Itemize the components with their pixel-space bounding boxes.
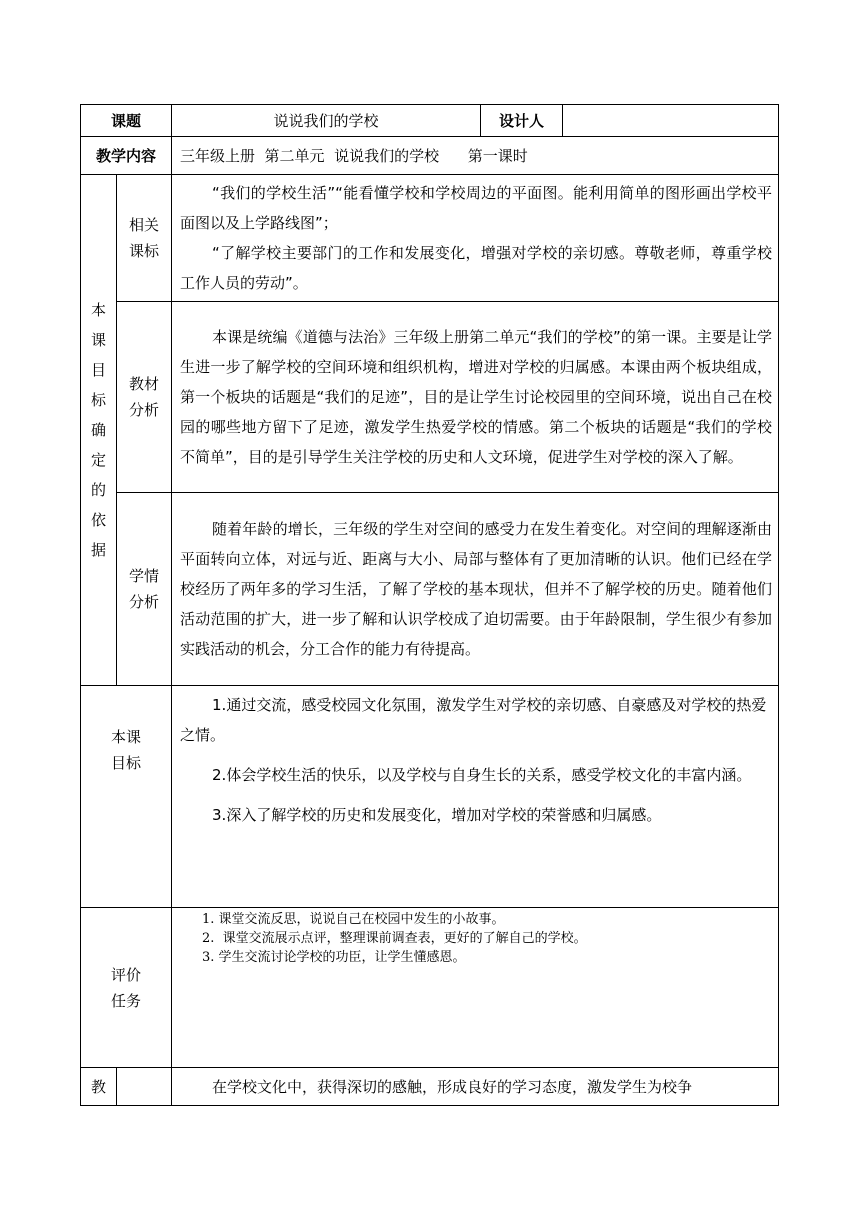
evaluation-content xyxy=(172,908,779,1068)
basis-label-char: 据 xyxy=(90,541,106,559)
objective-item: 1.通过交流，感受校园文化氛围，激发学生对学校的亲切感、自豪感及对学校的热爱之情。 xyxy=(180,696,767,744)
evaluation-label xyxy=(81,908,172,1068)
teaching-paragraph: 在学校文化中，获得深切的感触，形成良好的学习态度，激发学生为校争 xyxy=(212,1077,693,1096)
standards-paragraph: “我们的学校生活”“能看懂学校和学校周边的平面图。能利用简单的图形画出学校平面图以及上学路线图”； xyxy=(180,184,773,232)
lesson-plan-table xyxy=(80,104,779,1106)
standards-paragraph: “了解学校主要部门的工作和发展变化，增强对学校的亲切感。尊敬老师，尊重学校工作人员的劳动”。 xyxy=(180,244,773,292)
evaluation-item: 3. 学生交流讨论学校的功臣，让学生懂感恩。 xyxy=(202,950,466,965)
objectives-content xyxy=(172,686,779,908)
evaluation-row xyxy=(81,908,779,1068)
topic-label: 课题 xyxy=(81,105,172,137)
evaluation-label-line: 任务 xyxy=(111,991,142,1010)
basis-label-char: 标 xyxy=(90,391,106,409)
basis-label-char: 的 xyxy=(90,481,106,499)
evaluation-item: 1. 课堂交流反思，说说自己在校园中发生的小故事。 xyxy=(202,912,505,927)
objective-item: 2.体会学校生活的快乐，以及学校与自身生长的关系，感受学校文化的丰富内涵。 xyxy=(212,766,752,784)
basis-label-char: 定 xyxy=(90,451,106,469)
textbook-content xyxy=(172,302,779,493)
basis-label-char: 依 xyxy=(90,511,106,529)
standards-label xyxy=(117,175,172,302)
teaching-label: 教 xyxy=(81,1068,117,1106)
evaluation-item: 2. 课堂交流展示点评，整理课前调查表，更好的了解自己的学校。 xyxy=(202,931,587,946)
textbook-label-line: 教材 xyxy=(129,375,160,393)
basis-vertical-label xyxy=(81,175,117,686)
learners-paragraph: 随着年龄的增长，三年级的学生对空间的感受力在发生着变化。对空间的理解逐渐由平面转向立体，对远与近、距离与大小、局部与整体有了更加清晰的认识。他们已经在学校经历了两年多的学习生活，了解了学校的基本现状，但并不了解学校的历史。随着他们活动范围的扩大，进一步了解和认识学校成了迫切需要。由于年龄限制，学生很少有参加实践活动的机会，分工合作的能力有待提高。 xyxy=(180,520,773,658)
basis-row-learners xyxy=(81,493,779,686)
learners-label xyxy=(117,493,172,686)
basis-label-char: 目 xyxy=(90,361,106,379)
objectives-label-line: 目标 xyxy=(111,754,142,772)
topic-value: 说说我们的学校 xyxy=(172,105,481,137)
standards-label-line: 相关 xyxy=(129,216,160,234)
objective-item: 3.深入了解学校的历史和发展变化，增加对学校的荣誉感和归属感。 xyxy=(212,806,662,824)
objectives-label-line: 本课 xyxy=(111,728,142,746)
evaluation-label-line: 评价 xyxy=(111,965,142,984)
textbook-label-line: 分析 xyxy=(129,401,160,419)
basis-label-char: 课 xyxy=(90,331,106,349)
teaching-row xyxy=(81,1068,779,1106)
teaching-sub-label xyxy=(117,1068,172,1106)
textbook-label xyxy=(117,302,172,493)
topic-row xyxy=(81,105,779,137)
basis-label-char: 确 xyxy=(90,421,106,439)
teaching-content xyxy=(172,1068,779,1106)
basis-row-standards xyxy=(81,175,779,302)
designer-label: 设计人 xyxy=(481,105,563,137)
learners-content xyxy=(172,493,779,686)
basis-row-textbook xyxy=(81,302,779,493)
objectives-row xyxy=(81,686,779,908)
content-value: 三年级上册 第二单元 说说我们的学校 第一课时 xyxy=(172,137,779,175)
objectives-label xyxy=(81,686,172,908)
learners-label-line: 学情 xyxy=(129,567,160,585)
learners-label-line: 分析 xyxy=(129,593,160,611)
content-row xyxy=(81,137,779,175)
standards-content xyxy=(172,175,779,302)
content-label: 教学内容 xyxy=(81,137,172,175)
designer-value xyxy=(563,105,779,137)
basis-label-char: 本 xyxy=(90,301,106,319)
standards-label-line: 课标 xyxy=(129,242,160,260)
textbook-paragraph: 本课是统编《道德与法治》三年级上册第二单元“我们的学校”的第一课。主要是让学生进一步了解学校的空间环境和组织机构，增进对学校的归属感。本课由两个板块组成，第一个板块的话题是“我们的足迹”，目的是让学生讨论校园里的空间环境，说出自己在校园的哪些地方留下了足迹，激发学生热爱学校的情感。第二个板块的话题是“我们的学校不简单”，目的是引导学生关注学校的历史和人文环境，促进学生对学校的深入了解。 xyxy=(180,328,773,466)
